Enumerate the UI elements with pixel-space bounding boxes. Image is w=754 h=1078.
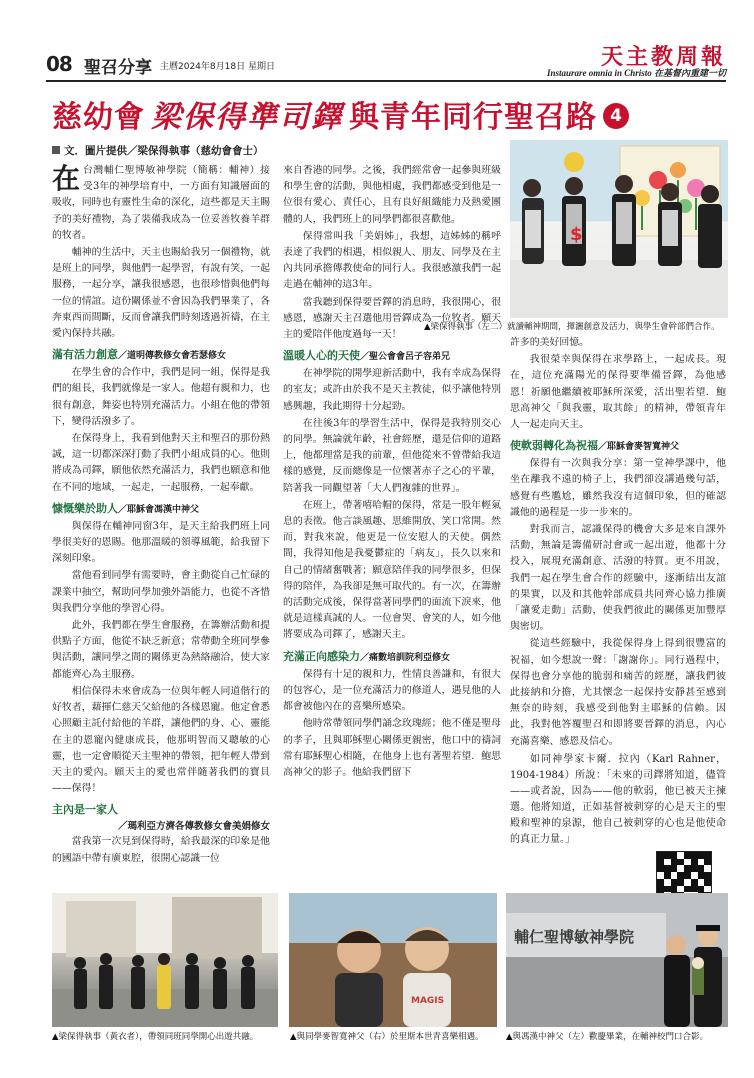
masthead-logo: 天主教周報 [600, 44, 726, 70]
article-paragraph: 從這些經驗中，我從保得身上得到很豐富的祝福，如今想說一聲：「謝謝你」。同行過程中，保得也會分享他的脆弱和痛苦的經歷，讓我們彼此接納和分擔，尤其懷念一起保持安靜甚至感到無奈的時刻，我感受到他對主耶穌的信賴。因此，我對他答覆聖召和即將要晉鐸的消息，內心充滿喜樂、感恩及信心。 [510, 638, 726, 747]
photo-graduation [506, 893, 728, 1027]
headline-name: 梁保得準司鐸 [151, 100, 343, 135]
article-paragraph: 在台灣輔仁聖博敏神學院（簡稱：輔神）接受3年的神學培育中，一方面有知識層面的吸收，同時也有靈性生命的深化，這些都是天主賜予的美好禮物，為了裝備我成為一位妥善牧養羊群的牧者。 [52, 162, 270, 241]
article-paragraph: 保得有十足的親和力，性情良善謙和，有很大的包容心，是一位充滿活力的修道人，遇見他的人都會被他內在的喜樂所感染。 [283, 668, 501, 713]
header-divider [46, 80, 726, 82]
masthead-motto: Instaurare omnia in Christo 在基督內重建一切 [546, 68, 726, 78]
headline-part-c: 與青年同行聖召路 [349, 100, 597, 135]
article-column-3 [510, 335, 726, 885]
article-paragraph: 輔神的生活中，天主也賜給我另一個禮物，就是班上的同學，與他們一起學習，有說有笑，一起服務，一起分享，讓我很感恩，也很珍惜與他們每一位的情誼。這份關係並不會因為我們畢業了，各奔東西而間斷，反而會讓我們時刻透過祈禱，在主愛內保持共融。 [52, 247, 270, 340]
byline-text: 文．圖片提供／梁保得執事（慈幼會會士） [64, 145, 264, 157]
series-number-badge: 4 [603, 103, 629, 129]
article-paragraph: 許多的美好回憶。 [510, 337, 590, 348]
article-paragraph: 當我第一次見到保得時，給我最深的印象是他的國語中帶有廣東腔，很開心認識一位 [52, 836, 270, 864]
article-paragraph: 此外，我們都在學生會服務，在籌辦活動和提供點子方面，他從不缺乏新意；常帶動全班同學參與活動，讓同學之間的關係更為熱絡融洽，使大家都能齊心為主服務。 [52, 620, 270, 680]
article-paragraph: 與保得在輔神同窗3年，是天主給我們班上同學很美好的恩賜。他那溫暖的領導風範，給我留下深刻印象。 [52, 520, 270, 565]
article-paragraph: 在往後3年的學習生活中，保得是我特別交心的同學。無論就年齡，社會經歷，還是信仰的道路上，他都理當是我的前輩，但他從來不曾帶給我這樣的感覺，反而總像是一位懷著赤子之心的平輩，陪著我一同觀望著「大人們複雜的世界」。 [283, 417, 501, 494]
subheading-angel: 溫暖人心的天使／聖公會會呂子容弟兄 [283, 349, 451, 363]
page-header [46, 44, 726, 78]
article-paragraph: 我很榮幸與保得在求學路上，一起成長。現在，這位充滿陽光的保得要準備晉鐸，為他感恩！祈願他繼續被耶穌所深愛，活出聖若望．鮑思高神父「與我靈，取其餘」的精神，帶領青年人一起走向天主。 [510, 354, 726, 431]
article-paragraph: 對我而言，認識保得的機會大多是來自課外活動，無論是籌備研討會或一起出遊，他都十分投入，展現充滿創意、活潑的特質。更不用說，我們一起在學生會合作的經驗中，逐漸結出友誼的果實，以及和其他幹部成員共同齊心協力推廣「讓愛走動」活動，使我們彼此的關係更加豐厚與密切。 [510, 524, 726, 633]
article-paragraph: 在學生會的合作中，我們是同一組，保得是我們的組長，我們就像是一家人。他超有親和力，也很有創意，舞姿也特別充滿活力。小組在他的帶領下，變得活潑多了。 [52, 367, 270, 427]
photo-class-outing [52, 893, 278, 1027]
photo-student-council [510, 140, 728, 318]
article-paragraph: 如同神學家卡爾．拉內（Karl Rahner，1904-1984）所說：「未來的司鐸將知道，儘管——或者說，因為——他的軟弱，他已被天主揀選。他將知道，正如基督被刺穿的心是天主的聖殿和聖神的泉源，他自己被刺穿的心也是他使命的真正力量。」 [510, 753, 726, 845]
article-paragraph: 保得常叫我「美娟姊」，我想，這姊姊的稱呼表達了我們的相遇，相似親人、朋友、同學及在主內共同承擔傳教使命的同行人。我很感激我們一起走過在輔神的這3年。 [283, 230, 501, 291]
seminary-sign: 輔仁聖博敏神學院 [514, 928, 635, 946]
photo-wyd-lisbon [289, 893, 497, 1027]
subheading-creative: 滿有活力創意／道明傳教修女會若瑟修女 [52, 348, 227, 362]
wyd-lisbon-illustration [289, 893, 497, 1027]
issue-date: 主曆2024年8月18日 星期日 [160, 62, 275, 72]
drop-cap: 在 [52, 162, 81, 195]
article-column-2 [283, 163, 501, 885]
subheading-contributor: ／瑪利亞方濟各傳教修女會美娟修女 [117, 821, 270, 833]
photo-wyd-caption: ▲與同學麥智寬神父（右）於里斯本世青喜樂相遇。 [290, 1032, 484, 1042]
byline [52, 143, 264, 158]
student-council-illustration [510, 140, 728, 318]
subheading-positive: 充滿正向感染力／痛數培訓院利亞修女 [283, 649, 451, 663]
article-paragraph: 保得有一次與我分享：第一堂神學課中，他坐在離我不遠的椅子上，我們卻沒講過幾句話，感覺有些尷尬，雖然我沒有這個印象，但的確認識他的過程是一步一步來的。 [510, 458, 726, 518]
graduation-illustration [506, 893, 728, 1027]
headline-part-a: 慈幼會 [52, 100, 145, 135]
section-title: 聖召分享 [84, 58, 152, 78]
photo-outing-caption: ▲梁保得執事（黃衣者），帶領同班同學開心出遊共融。 [52, 1032, 259, 1042]
svg-text:$: $ [570, 224, 583, 245]
class-outing-illustration [52, 893, 278, 1027]
article-headline [52, 92, 732, 136]
photo-graduation-caption: ▲與馮漢中神父（左）歡慶畢業，在輔神校門口合影。 [506, 1032, 709, 1042]
article-paragraph: 在班上，帶著嘻哈帽的保得，常是一股年輕氣息的表徵。他言談風趣、思維開放、笑口常開。然而，對我來說，他更是一位安慰人的天使。偶然間，我得知他是我憂鬱症的「病友」，長久以來和自己的情緒奮戰著；願意陪伴我的同學很多，但保得的陪伴，為我卻是無可取代的。有一次，在籌辦的活動完成後，保得當著同學們的面流下淚來，他就是這樣真誠的人。一位會哭、會笑的人，如今他將要成為司鐸了，感謝天主。 [283, 499, 501, 641]
photo-top-caption: ▲梁保得執事（左二）就讀輔神期間，揮灑創意及活力，與學生會幹部們合作。 [424, 322, 720, 332]
article-paragraph: 相信保得未來會成為一位與年輕人同道偕行的好牧者，藉揮仁慈天父給他的各樣恩寵。他定會悉心照顧主託付給他的羊群，讓他們的身、心、靈能在主的恩寵內健康成長，他那明智而又聰敏的心靈，也一定會順從天主聖神的帶領，把年輕人帶到天主的愛內。願天主的愛也常伴隨著我們的寶貝——保得！ [52, 685, 270, 795]
article-paragraph: 當他看到同學有需要時，會主動從自己忙碌的課業中抽空，幫助同學加強外語能力，也從不吝惜與我們分享他的學習心得。 [52, 570, 270, 614]
square-bullet-icon [52, 146, 60, 154]
article-column-1 [52, 163, 270, 885]
page-number: 08 [46, 52, 72, 76]
svg-text:MAGIS: MAGIS [411, 996, 445, 1006]
article-paragraph: 在保得身上，我看到他對天主和聖召的那份熱誠，這一切都深深打動了我們小組成員的心。他則將成為司鐸，願他依然充滿活力，我們也願意和他在不同的地域，一起走，一起服務，一起奉獻。 [52, 433, 270, 493]
article-paragraph: 來自香港的同學。之後，我們經常會一起參與班級和學生會的活動，與他相處，我們都感受到他是一位很有愛心、責任心，且有良好組織能力及熱愛團體的人，我們班上的同學們都很喜歡他。 [283, 165, 501, 225]
rahner-quote-block [510, 752, 726, 848]
article-paragraph: 在神學院的開學迎新活動中，我有幸成為保得的室友；或許由於我不是天主教徒，似乎讓他特別感興趣，我此期得十分起勁。 [283, 368, 501, 412]
subheading-blessing: 使軟弱轉化為祝福／耶穌會麥智寬神父 [510, 439, 680, 453]
article-paragraph: 他時常帶領同學們誦念玫瑰經；他不僅是聖母的孝子，且與耶穌聖心關係更親密，他口中的禱詞常有耶穌聖心相隨，在他身上也有著聖若望．鮑思高神父的影子。他給我們留下 [283, 718, 501, 778]
subheading-generous: 慷慨樂於助人／耶穌會馮漢中神父 [52, 501, 200, 515]
subheading-family: 主內是一家人 [52, 803, 118, 817]
article-paragraph: 當我聽到保得要晉鐸的消息時，我很開心，很感恩，感謝天主召選他用晉鐸成為一位牧者。願天主的愛陪伴他度過每一天！ [283, 296, 501, 341]
